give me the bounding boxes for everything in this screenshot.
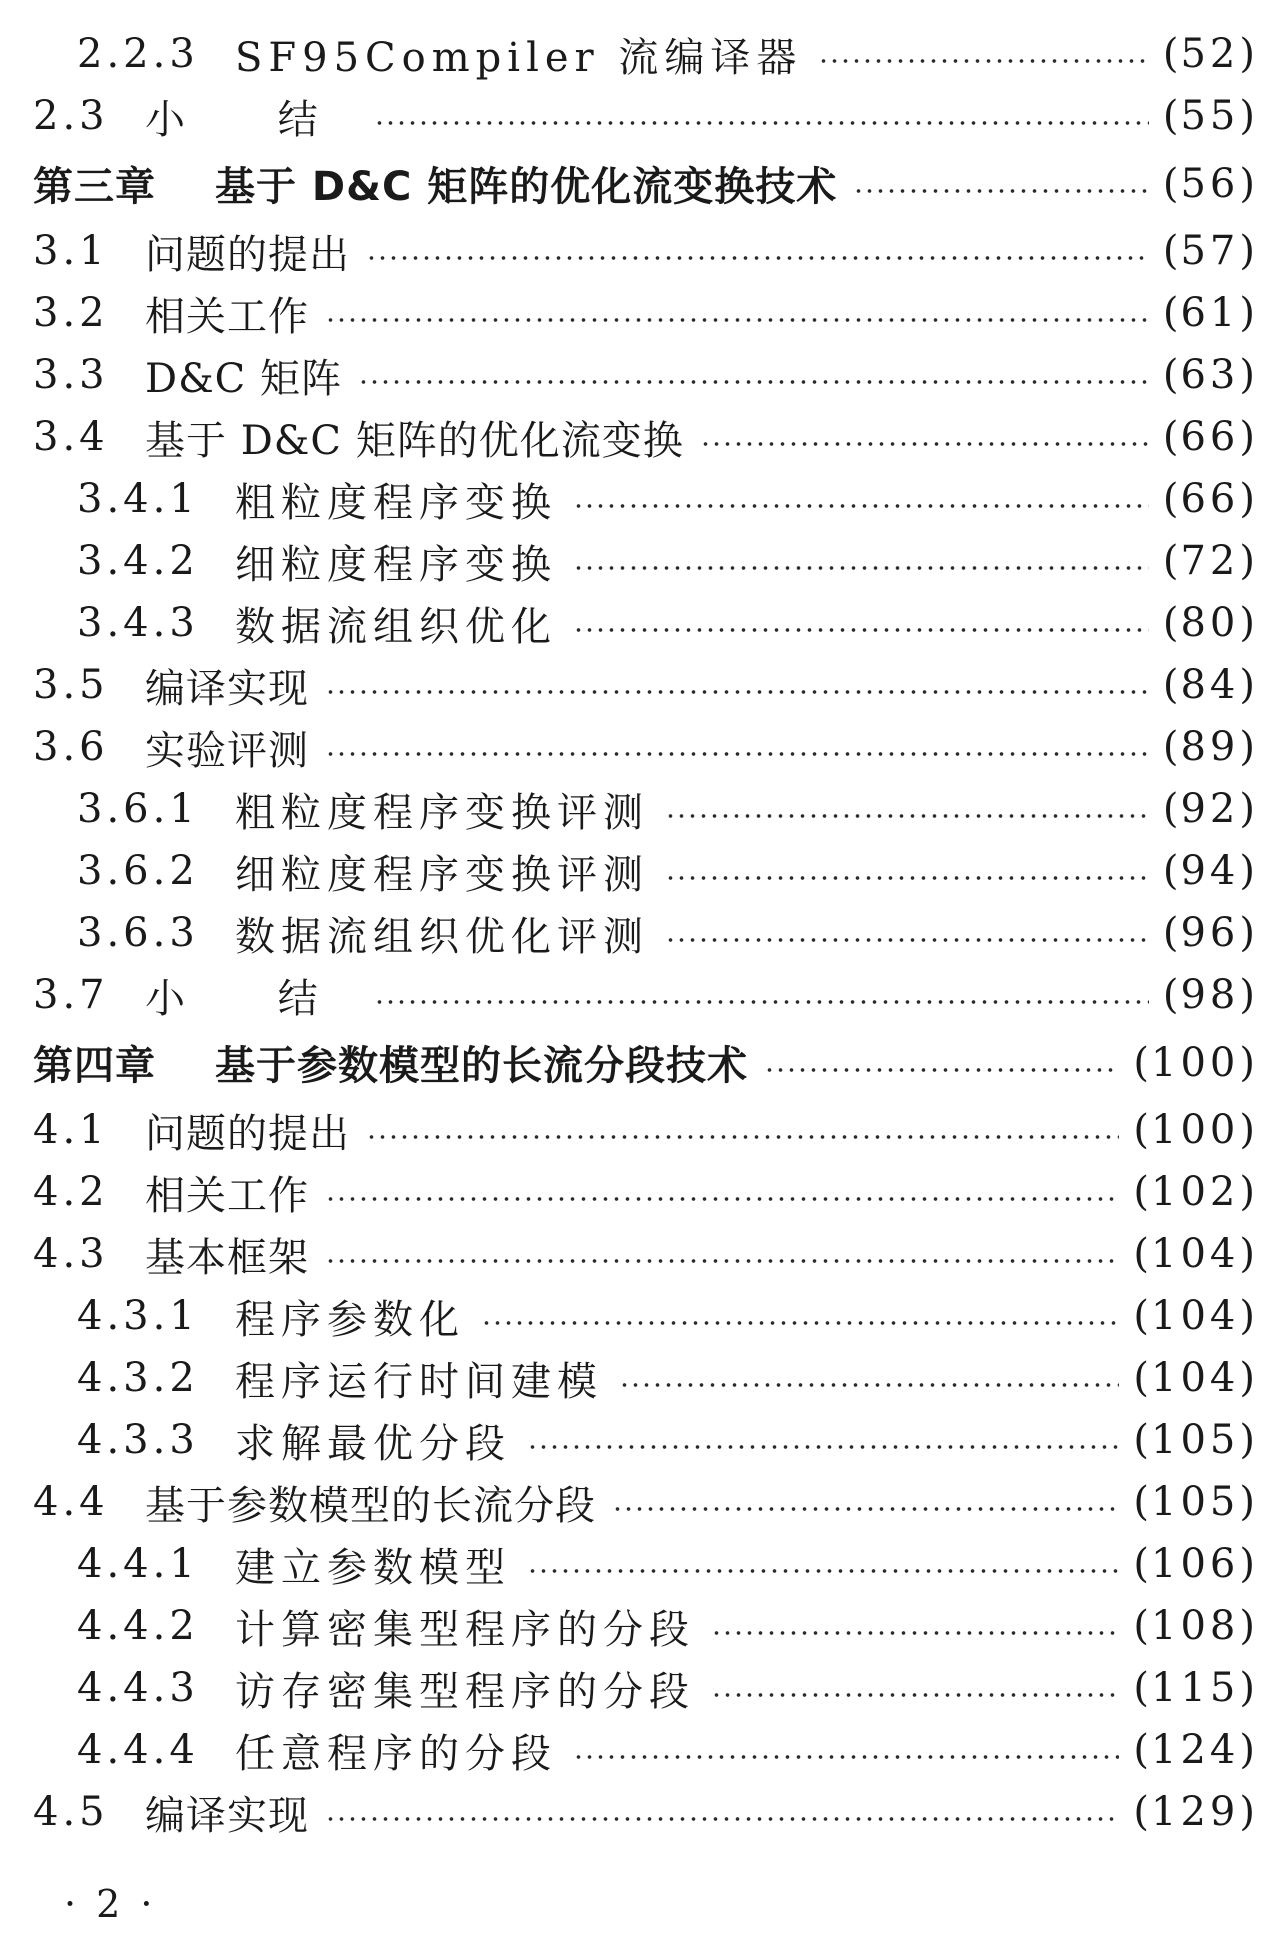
- toc-entry-number: 第三章: [33, 164, 156, 210]
- toc-entry-title: 实验评测: [145, 727, 309, 774]
- toc-entry-title: 粗粒度程序变换评测: [235, 789, 649, 836]
- toc-entry-number: 4.5: [33, 1789, 109, 1835]
- toc-entry-title: 访存密集型程序的分段: [235, 1668, 695, 1715]
- toc-entry-page-number: 115: [1151, 1665, 1240, 1711]
- toc-dot-leader: [573, 565, 1149, 571]
- toc-entry[interactable]: [0, 1533, 1287, 1595]
- toc-entry-page: (124): [1133, 1727, 1257, 1773]
- toc-dot-leader: [700, 441, 1149, 447]
- toc-entry-title: 细粒度程序变换评测: [235, 851, 649, 898]
- toc-entry[interactable]: [0, 1471, 1287, 1533]
- toc-entry-page: (106): [1133, 1541, 1257, 1587]
- toc-entry-number: 3.4.3: [77, 600, 199, 646]
- toc-entry[interactable]: [0, 1719, 1287, 1781]
- toc-entry-number: 3.2: [33, 290, 109, 336]
- toc-entry-page-number: 89: [1180, 724, 1240, 770]
- toc-entry-page: (94): [1162, 848, 1257, 894]
- toc-entry-page-number: 61: [1180, 290, 1240, 336]
- page-number: · 2 ·: [64, 1882, 157, 1926]
- toc-entry-page: (129): [1133, 1789, 1257, 1835]
- toc-entry-number: 3.6.3: [77, 910, 199, 956]
- toc-entry-page: (108): [1133, 1603, 1257, 1649]
- toc-entry-number: 2.3: [33, 93, 109, 139]
- toc-dot-leader: [325, 1258, 1119, 1264]
- toc-entry[interactable]: [0, 1409, 1287, 1471]
- toc-entry-page-number: 105: [1151, 1417, 1240, 1463]
- toc-entry[interactable]: [0, 716, 1287, 778]
- toc-entry-page: (66): [1162, 476, 1257, 522]
- toc-entry-page-number: 80: [1180, 600, 1240, 646]
- toc-entry-number: 4.4.1: [77, 1541, 199, 1587]
- toc-entry-number: 第四章: [33, 1043, 156, 1089]
- toc-entry-page-number: 52: [1180, 31, 1240, 77]
- toc-entry-page: (80): [1162, 600, 1257, 646]
- toc-entry-number: 3.5: [33, 662, 109, 708]
- toc-entry-number: 4.4.3: [77, 1665, 199, 1711]
- toc-entry-number: 3.3: [33, 352, 109, 398]
- toc-entry-page: (96): [1162, 910, 1257, 956]
- toc-entry-page: (63): [1162, 352, 1257, 398]
- toc-entry[interactable]: [0, 282, 1287, 344]
- toc-entry[interactable]: [0, 23, 1287, 85]
- toc-dot-leader: [665, 937, 1149, 943]
- toc-entry-page-number: 55: [1180, 93, 1240, 139]
- toc-dot-leader: [358, 379, 1149, 385]
- toc-entry-page-number: 108: [1151, 1603, 1240, 1649]
- toc-entry-page-number: 104: [1151, 1293, 1240, 1339]
- toc-dot-leader: [527, 1444, 1119, 1450]
- toc-entry-title: 编译实现: [145, 665, 309, 712]
- toc-entry[interactable]: [0, 654, 1287, 716]
- toc-entry[interactable]: [0, 344, 1287, 406]
- toc-dot-leader: [573, 1754, 1119, 1760]
- toc-entry-title: 程序运行时间建模: [235, 1358, 603, 1405]
- toc-entry-title: 基于 D&C 矩阵的优化流变换: [145, 417, 684, 464]
- toc-entry[interactable]: [0, 1781, 1287, 1843]
- toc-entry-page: (92): [1162, 786, 1257, 832]
- toc-entry-page: (104): [1133, 1231, 1257, 1277]
- toc-entry-number: 4.4.4: [77, 1727, 199, 1773]
- toc-entry-page: (52): [1162, 31, 1257, 77]
- toc-dot-leader: [325, 317, 1149, 323]
- toc-entry-page-number: 124: [1151, 1727, 1240, 1773]
- toc-entry-number: 3.6: [33, 724, 109, 770]
- toc-dot-leader: [619, 1382, 1119, 1388]
- toc-dot-leader: [325, 689, 1149, 695]
- toc-entry-number: 4.3.3: [77, 1417, 199, 1463]
- toc-entry-title: 建立参数模型: [235, 1544, 511, 1591]
- toc-dot-leader: [711, 1692, 1119, 1698]
- toc-entry-page: (105): [1133, 1417, 1257, 1463]
- toc-entry-page: (89): [1162, 724, 1257, 770]
- toc-entry[interactable]: [0, 406, 1287, 468]
- toc-entry-title: 小 结: [145, 975, 358, 1022]
- toc-entry-page-number: 102: [1151, 1169, 1240, 1215]
- toc-dot-leader: [573, 503, 1149, 509]
- table-of-contents: [0, 23, 1287, 1843]
- toc-entry-title: 任意程序的分段: [235, 1730, 557, 1777]
- toc-entry[interactable]: [0, 1223, 1287, 1285]
- toc-dot-leader: [325, 1196, 1119, 1202]
- toc-entry-page: (55): [1162, 93, 1257, 139]
- toc-entry-page-number: 105: [1151, 1479, 1240, 1525]
- toc-entry-page: (100): [1133, 1039, 1257, 1086]
- toc-dot-leader: [665, 875, 1149, 881]
- toc-entry-page-number: 72: [1180, 538, 1240, 584]
- toc-entry[interactable]: [0, 1285, 1287, 1347]
- toc-chapter-entry[interactable]: [0, 147, 1287, 220]
- toc-dot-leader: [325, 1816, 1119, 1822]
- toc-entry[interactable]: [0, 1657, 1287, 1719]
- toc-entry-page: (66): [1162, 414, 1257, 460]
- toc-dot-leader: [764, 1067, 1119, 1073]
- toc-dot-leader: [527, 1568, 1119, 1574]
- toc-entry-title: 数据流组织优化: [235, 603, 557, 650]
- toc-entry-page: (115): [1133, 1665, 1257, 1711]
- toc-entry-page-number: 104: [1151, 1355, 1240, 1401]
- toc-entry-page-number: 56: [1180, 160, 1240, 207]
- toc-dot-leader: [818, 58, 1149, 64]
- toc-entry-title: 相关工作: [145, 293, 309, 340]
- toc-dot-leader: [366, 255, 1149, 261]
- toc-entry[interactable]: [0, 1161, 1287, 1223]
- toc-entry-page: (104): [1133, 1355, 1257, 1401]
- toc-entry-number: 4.2: [33, 1169, 109, 1215]
- toc-entry-page-number: 92: [1180, 786, 1240, 832]
- toc-entry-page-number: 106: [1151, 1541, 1240, 1587]
- toc-entry-page-number: 94: [1180, 848, 1240, 894]
- toc-entry-title: 问题的提出: [145, 1110, 350, 1157]
- toc-entry-page: (105): [1133, 1479, 1257, 1525]
- toc-entry-number: 4.3.2: [77, 1355, 199, 1401]
- toc-entry-title: 计算密集型程序的分段: [235, 1606, 695, 1653]
- toc-entry-title: 小 结: [145, 96, 358, 143]
- toc-entry-page: (102): [1133, 1169, 1257, 1215]
- toc-entry[interactable]: [0, 530, 1287, 592]
- toc-dot-leader: [573, 627, 1149, 633]
- toc-entry-page-number: 100: [1151, 1039, 1240, 1086]
- toc-entry-number: 3.6.2: [77, 848, 199, 894]
- toc-entry-title: SF95Compiler 流编译器: [235, 34, 803, 81]
- toc-entry-number: 4.3.1: [77, 1293, 199, 1339]
- toc-dot-leader: [325, 751, 1149, 757]
- toc-entry-page: (98): [1162, 972, 1257, 1018]
- toc-entry[interactable]: [0, 468, 1287, 530]
- toc-entry-number: 3.1: [33, 228, 109, 274]
- toc-entry-number: 4.4.2: [77, 1603, 199, 1649]
- toc-dot-leader: [374, 999, 1149, 1005]
- toc-entry[interactable]: [0, 85, 1287, 147]
- toc-entry-page: (84): [1162, 662, 1257, 708]
- toc-entry-number: 3.4.1: [77, 476, 199, 522]
- toc-entry[interactable]: [0, 964, 1287, 1026]
- toc-entry-page: (61): [1162, 290, 1257, 336]
- toc-chapter-entry[interactable]: [0, 1026, 1287, 1099]
- toc-entry-number: 3.4.2: [77, 538, 199, 584]
- toc-entry-number: 3.6.1: [77, 786, 199, 832]
- toc-entry-page-number: 96: [1180, 910, 1240, 956]
- toc-dot-leader: [366, 1134, 1119, 1140]
- toc-entry-number: 4.4: [33, 1479, 109, 1525]
- toc-entry-number: 4.1: [33, 1107, 109, 1153]
- toc-entry-title: 细粒度程序变换: [235, 541, 557, 588]
- toc-entry-title: 编译实现: [145, 1792, 309, 1839]
- toc-entry-page: (100): [1133, 1107, 1257, 1153]
- toc-entry-page: (57): [1162, 228, 1257, 274]
- toc-entry-page-number: 129: [1151, 1789, 1240, 1835]
- toc-entry-page: (104): [1133, 1293, 1257, 1339]
- toc-entry[interactable]: [0, 1099, 1287, 1161]
- toc-entry[interactable]: [0, 840, 1287, 902]
- toc-dot-leader: [665, 813, 1149, 819]
- toc-entry-page-number: 100: [1151, 1107, 1240, 1153]
- toc-entry-number: 3.4: [33, 414, 109, 460]
- toc-dot-leader: [374, 120, 1149, 126]
- toc-entry[interactable]: [0, 1595, 1287, 1657]
- toc-entry-page-number: 84: [1180, 662, 1240, 708]
- toc-entry-title: 粗粒度程序变换: [235, 479, 557, 526]
- toc-entry-title: 问题的提出: [145, 231, 350, 278]
- toc-dot-leader: [481, 1320, 1119, 1326]
- toc-entry[interactable]: [0, 1347, 1287, 1409]
- toc-entry-page: (72): [1162, 538, 1257, 584]
- toc-entry[interactable]: [0, 220, 1287, 282]
- toc-entry-page: (56): [1162, 160, 1257, 207]
- toc-entry-title: 相关工作: [145, 1172, 309, 1219]
- toc-entry-page-number: 63: [1180, 352, 1240, 398]
- toc-entry-title: 基于 D&C 矩阵的优化流变换技术: [215, 164, 838, 210]
- toc-entry[interactable]: [0, 778, 1287, 840]
- toc-entry-number: 4.3: [33, 1231, 109, 1277]
- toc-entry-page-number: 66: [1180, 476, 1240, 522]
- toc-entry-title: 基于参数模型的长流分段技术: [215, 1043, 748, 1089]
- toc-dot-leader: [853, 188, 1149, 194]
- toc-entry-title: 求解最优分段: [235, 1420, 511, 1467]
- toc-entry[interactable]: [0, 592, 1287, 654]
- toc-entry-title: D&C 矩阵: [145, 355, 342, 402]
- toc-entry-number: 2.2.3: [77, 31, 199, 77]
- toc-entry-title: 基于参数模型的长流分段: [145, 1482, 596, 1529]
- toc-entry-page-number: 66: [1180, 414, 1240, 460]
- toc-dot-leader: [711, 1630, 1119, 1636]
- toc-entry-title: 数据流组织优化评测: [235, 913, 649, 960]
- toc-entry-title: 程序参数化: [235, 1296, 465, 1343]
- toc-entry[interactable]: [0, 902, 1287, 964]
- toc-dot-leader: [612, 1506, 1119, 1512]
- toc-entry-page-number: 57: [1180, 228, 1240, 274]
- toc-entry-page-number: 104: [1151, 1231, 1240, 1277]
- toc-entry-page-number: 98: [1180, 972, 1240, 1018]
- toc-entry-number: 3.7: [33, 972, 109, 1018]
- toc-entry-title: 基本框架: [145, 1234, 309, 1281]
